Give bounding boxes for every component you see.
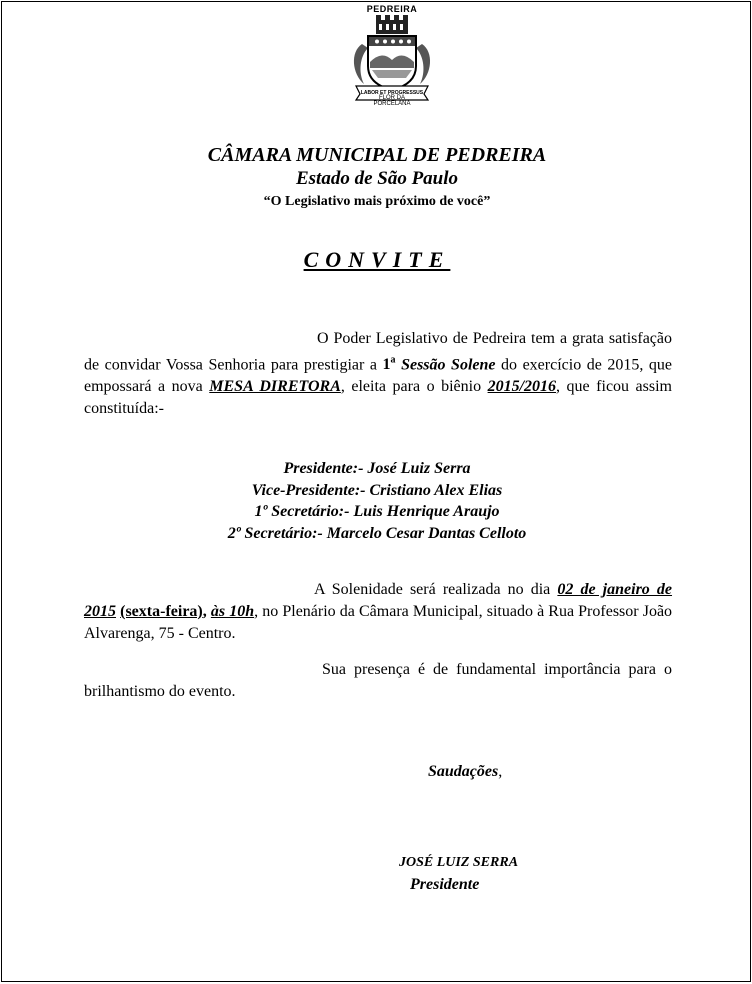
crest-top-text: PEDREIRA [366, 4, 418, 14]
board-member-vice-president: Vice-Presidente:- Cristiano Alex Elias [251, 481, 503, 499]
institution-heading: CÂMARA MUNICIPAL DE PEDREIRA [207, 144, 547, 166]
board-member-second-secretary: 2º Secretário:- Marcelo Cesar Dantas Celloto [227, 524, 527, 542]
paragraph-text: Sua presença é de fundamental importância para o brilhantismo do evento. [84, 661, 672, 700]
crest-ribbon-text: LABOR ET PROGRESSUS [360, 90, 424, 96]
crest-bottom-text-1: FLOR DA [378, 95, 405, 101]
paragraph-text: , que ficou assim constituída:- [84, 378, 673, 418]
greeting-punct: , [498, 763, 503, 780]
board-name: MESA DIRETORA [209, 378, 341, 396]
paragraph-text: , eleita para o biênio [340, 378, 488, 396]
board-member-president: Presidente:- José Luiz Serra [283, 460, 471, 477]
signatory-role: Presidente [410, 876, 480, 893]
session-name: Sessão Solene [401, 356, 496, 374]
coat-of-arms-icon [348, 4, 436, 108]
document-title: CONVITE [303, 247, 451, 272]
ceremony-weekday: (sexta-feira) [120, 603, 203, 620]
ceremony-paragraph [84, 579, 672, 645]
signatory-name: JOSÉ LUIZ SERRA [399, 855, 519, 870]
motto: “O Legislativo mais próximo de você” [263, 194, 491, 209]
paragraph-text: A Solenidade será realizada no dia [314, 581, 558, 598]
separator: , [202, 603, 211, 620]
invitation-page [1, 1, 751, 982]
paragraph-text: , no Plenário da Câmara Municipal, situado à Rua Professor João Alvarenga, 75 - Centro. [84, 603, 673, 642]
state-heading: Estado de São Paulo [295, 168, 459, 189]
ceremony-time: às 10h [210, 603, 255, 620]
greeting [428, 761, 502, 783]
ordinal-superscript: a [390, 355, 396, 366]
crest-bottom-text-2: PORCELANA [373, 101, 411, 107]
biennium: 2015/2016 [487, 378, 557, 396]
board-member-first-secretary: 1º Secretário:- Luis Henrique Araujo [254, 503, 500, 520]
paragraph-text: O Poder Legislativo de Pedreira tem a grata satisfação de convidar Vossa Senhoria para prestigiar a [84, 330, 672, 374]
greeting-word: Saudações [428, 763, 499, 780]
board-members-list [2, 458, 752, 544]
ceremony-date: 02 de janeiro de 2015 [84, 581, 673, 620]
ordinal-number: 1 [382, 356, 391, 374]
invitation-paragraph [84, 328, 672, 420]
closing-paragraph [84, 659, 672, 703]
paragraph-text: do exercício de 2015, que empossará a nova [84, 356, 673, 396]
